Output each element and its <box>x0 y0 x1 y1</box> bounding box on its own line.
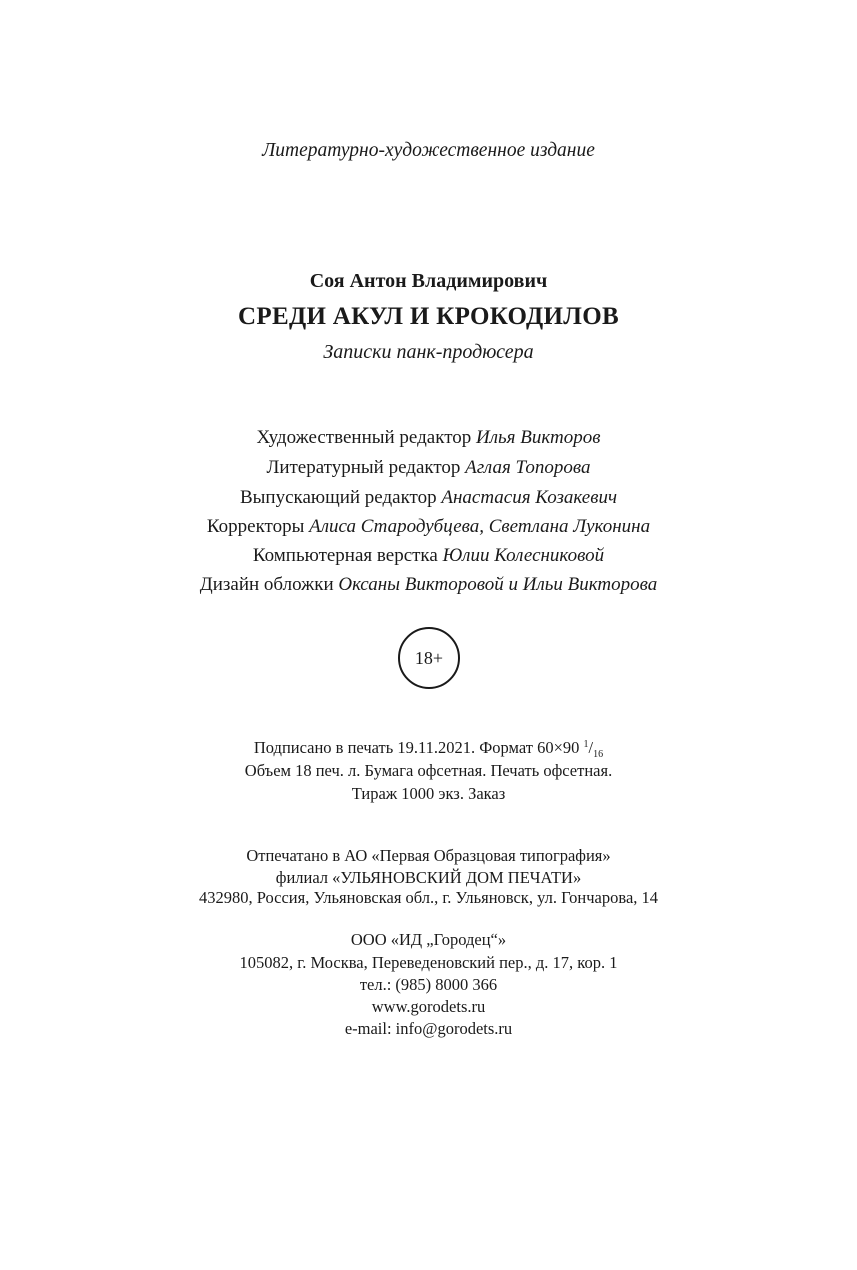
print-volume-line: Объем 18 печ. л. Бумага офсетная. Печать офсетная. <box>244 761 613 780</box>
credit-role: Литературный редактор <box>266 457 461 478</box>
publisher-name: ООО «ИД „Городец“» <box>350 930 507 949</box>
publisher-website: www.gorodets.ru <box>371 997 486 1016</box>
credit-name: Илья Викторов <box>476 427 601 448</box>
print-info-line <box>0 738 857 760</box>
format-denominator: 16 <box>593 749 604 760</box>
credit-name: Оксаны Викторовой и Ильи Викторова <box>338 574 658 595</box>
edition-genre: Литературно-художественное издание <box>262 140 595 161</box>
credit-line <box>0 457 857 479</box>
book-subtitle: Записки панк-продюсера <box>323 341 534 363</box>
credit-line <box>0 516 857 538</box>
credit-role: Корректоры <box>206 516 305 537</box>
printer-branch: филиал «УЛЬЯНОВСКИЙ ДОМ ПЕЧАТИ» <box>275 868 582 887</box>
publisher-email: e-mail: info@gorodets.ru <box>344 1019 513 1038</box>
print-run-line: Тираж 1000 экз. Заказ <box>351 784 506 803</box>
credit-name: Юлии Колесниковой <box>442 545 605 566</box>
format-numerator: 1 <box>583 739 589 750</box>
credit-name: Алиса Стародубцева, Светлана Луконина <box>309 516 651 537</box>
publisher-address: 105082, г. Москва, Переведеновский пер., д. 17, кор. 1 <box>239 953 618 972</box>
credit-role: Компьютерная верстка <box>252 545 438 566</box>
credit-line <box>0 574 857 596</box>
credit-role: Дизайн обложки <box>199 574 334 595</box>
printer-address: 432980, Россия, Ульяновская обл., г. Ульяновск, ул. Гончарова, 14 <box>198 888 659 907</box>
credit-line <box>0 545 857 567</box>
credit-line <box>0 427 857 449</box>
age-rating-badge <box>398 627 460 689</box>
format-slash: / <box>588 738 594 757</box>
printer-line: Отпечатано в АО «Первая Образцовая типография» <box>246 846 611 865</box>
credit-role: Художественный редактор <box>256 427 472 448</box>
credit-name: Анастасия Козакевич <box>441 487 618 508</box>
credit-role: Выпускающий редактор <box>239 487 437 508</box>
print-signed-format: Подписано в печать 19.11.2021. Формат 60×90 <box>253 738 580 757</box>
publisher-phone: тел.: (985) 8000 366 <box>359 975 498 994</box>
age-rating-label: 18+ <box>414 647 444 668</box>
author-name: Соя Антон Владимирович <box>309 270 548 292</box>
credit-line <box>0 487 857 509</box>
credit-name: Аглая Топорова <box>465 457 591 478</box>
book-title: СРЕДИ АКУЛ И КРОКОДИЛОВ <box>238 303 619 330</box>
